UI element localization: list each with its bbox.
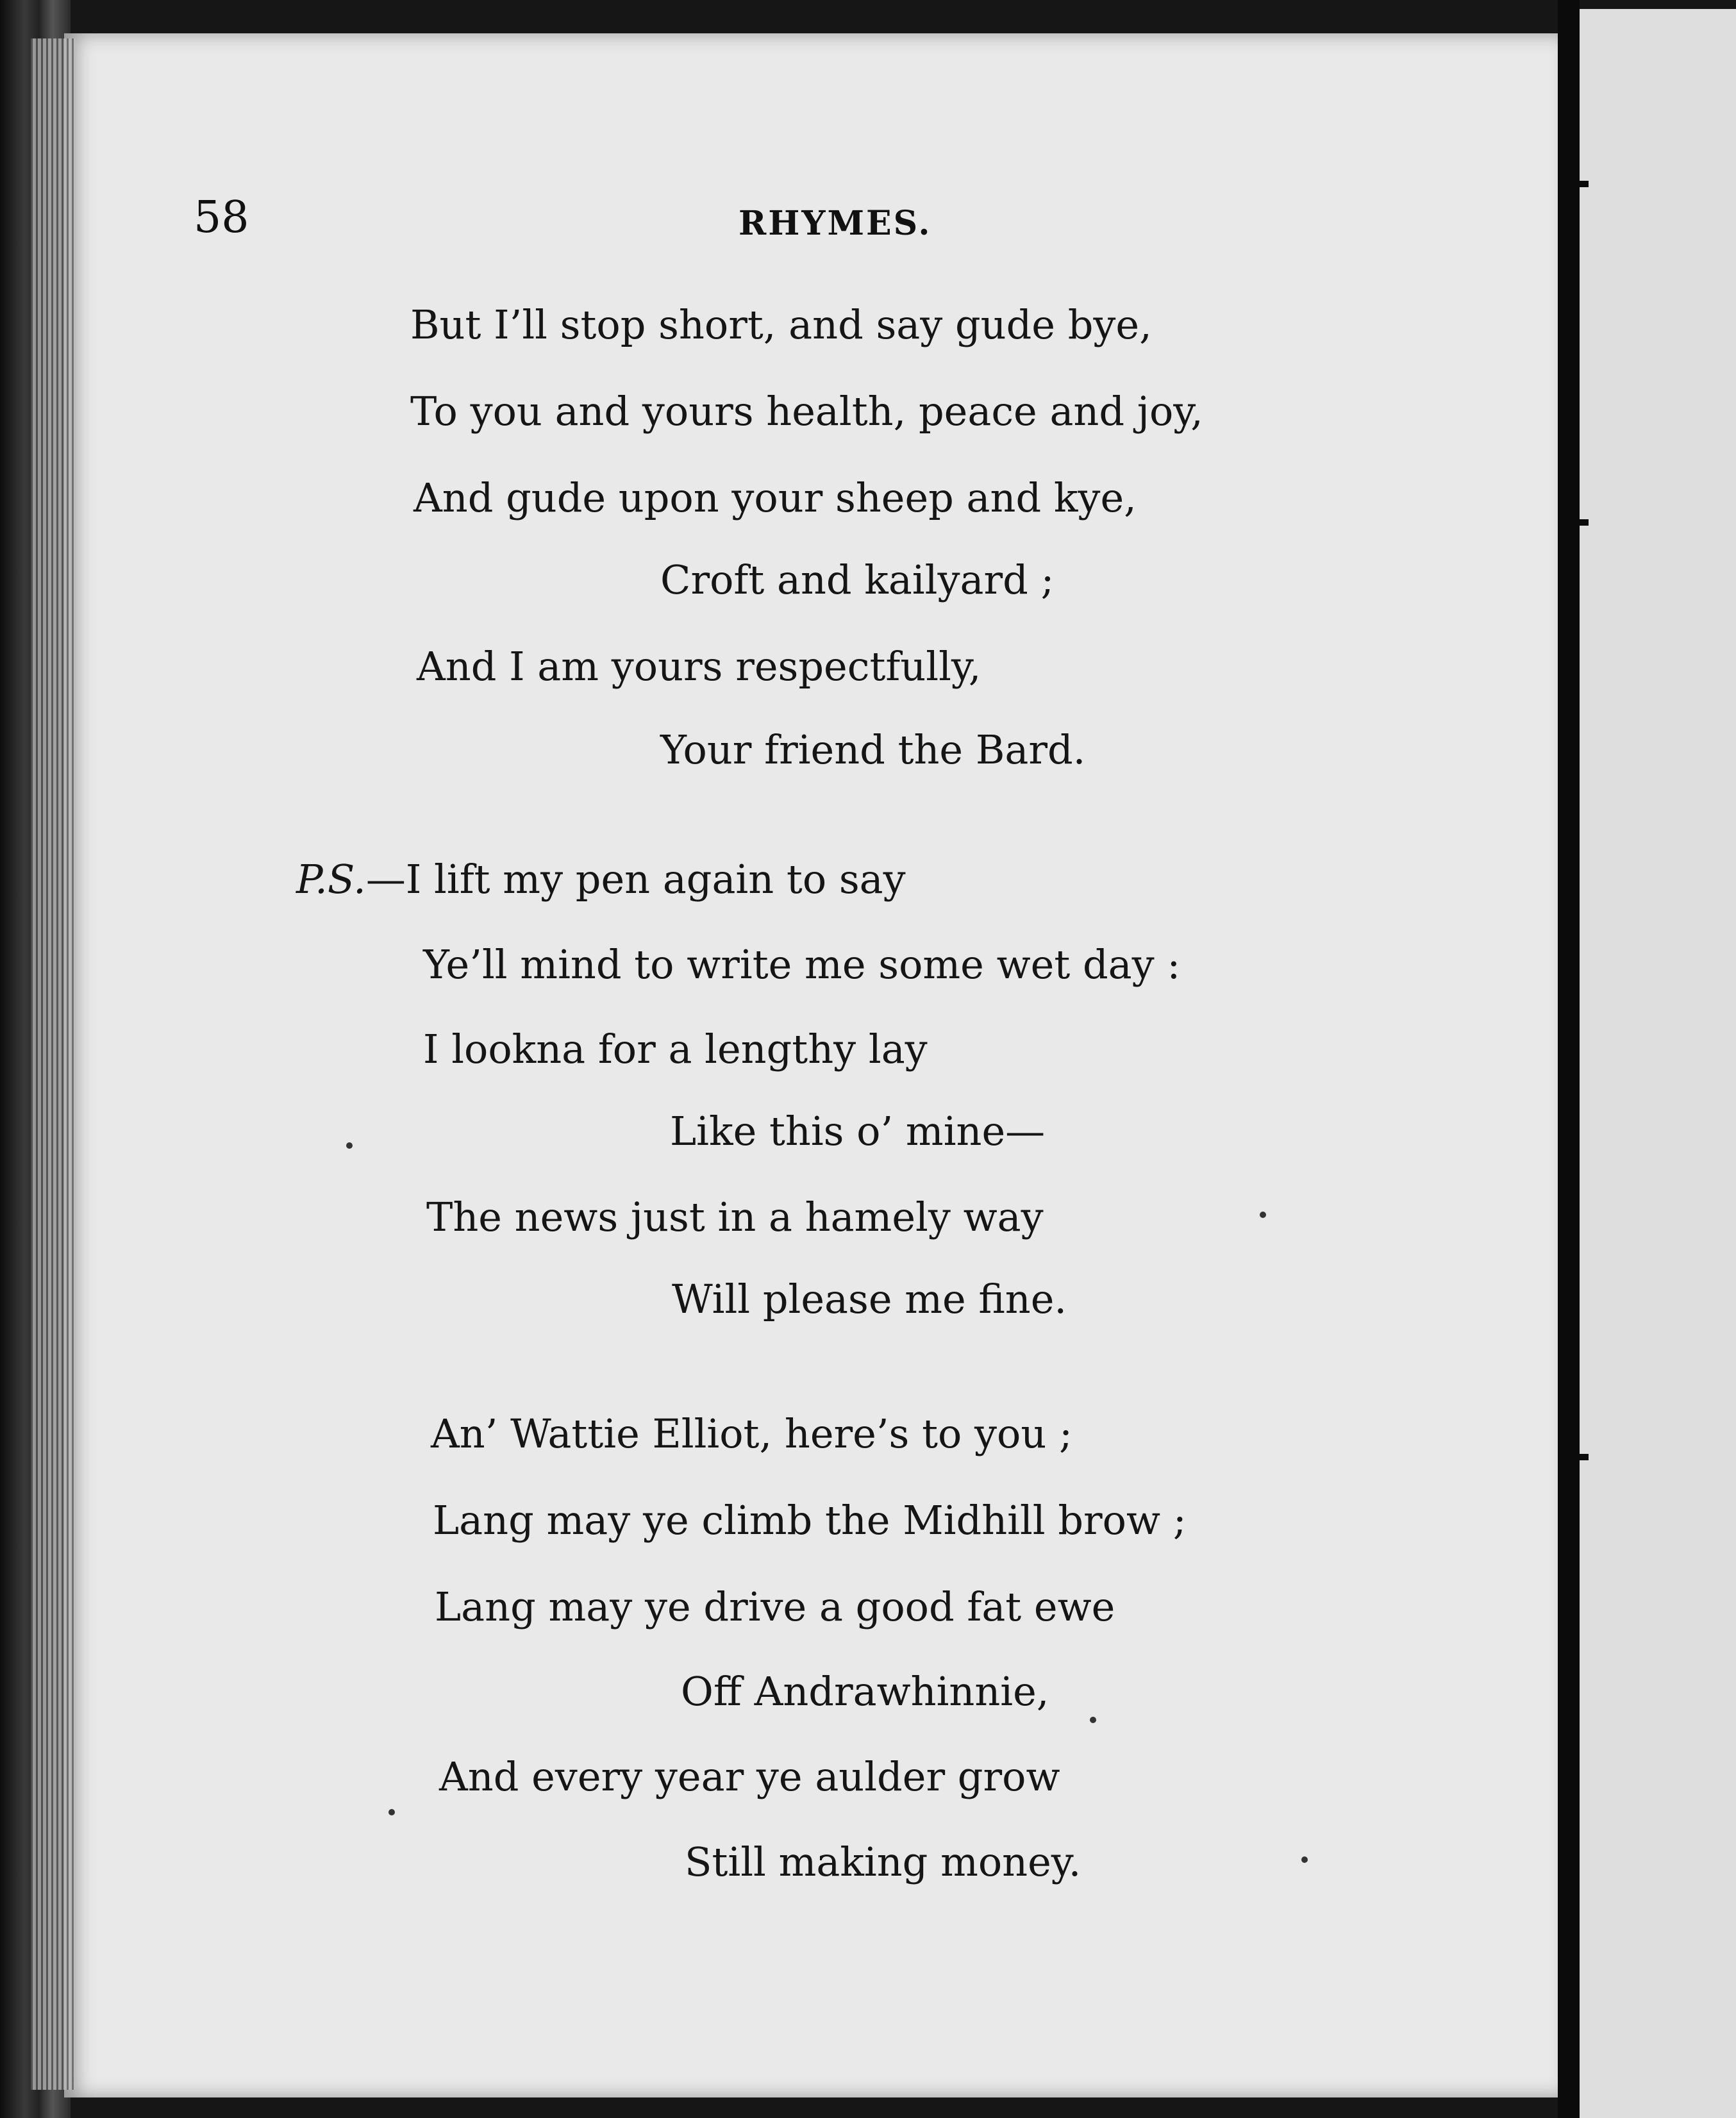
- verse-line: To you and yours health, peace and joy,: [410, 388, 1203, 435]
- verse-line-indented: Will please me fine.: [672, 1276, 1067, 1322]
- facing-page-fragment: [1580, 9, 1736, 2118]
- verse-line-indented: Like this o’ mine—: [670, 1108, 1046, 1155]
- running-head: RHYMES.: [739, 204, 932, 243]
- page-number: 58: [194, 192, 249, 243]
- verse-line: But I’ll stop short, and say gude bye,: [410, 301, 1152, 348]
- verse-line: And every year ye aulder grow: [439, 1753, 1060, 1800]
- page-edges-stack: [31, 38, 76, 2090]
- verse-line: And gude upon your sheep and kye,: [413, 474, 1137, 521]
- verse-line-indented: Off Andrawhinnie,: [681, 1668, 1049, 1715]
- gutter-divider: [1558, 0, 1580, 2118]
- verse-line: And I am yours respectfully,: [417, 643, 981, 690]
- verse-line: Lang may ye drive a good fat ewe: [435, 1583, 1115, 1630]
- scan-speck: [346, 1142, 353, 1149]
- postscript-prefix: P.S.: [296, 856, 366, 903]
- scan-speck: [1260, 1212, 1266, 1218]
- gutter-mark: [1572, 181, 1589, 187]
- verse-line: I lookna for a lengthy lay: [423, 1026, 928, 1072]
- scan-speck: [1090, 1717, 1096, 1723]
- verse-line-indented: Croft and kailyard ;: [660, 556, 1055, 603]
- scan-speck: [388, 1809, 395, 1815]
- postscript-first-line: [296, 856, 906, 903]
- verse-line-indented: Still making money.: [685, 1839, 1081, 1885]
- verse-line: Lang may ye climb the Midhill brow ;: [433, 1497, 1187, 1544]
- gutter-mark: [1572, 519, 1589, 526]
- postscript-first-line-text: —I lift my pen again to say: [365, 856, 906, 903]
- verse-line: An’ Wattie Elliot, here’s to you ;: [431, 1410, 1072, 1457]
- verse-line: Ye’ll mind to write me some wet day :: [423, 941, 1181, 988]
- scan-speck: [1301, 1856, 1308, 1863]
- gutter-mark: [1572, 1454, 1589, 1460]
- verse-line: The news just in a hamely way: [426, 1194, 1044, 1240]
- verse-line-indented: Your friend the Bard.: [660, 726, 1086, 773]
